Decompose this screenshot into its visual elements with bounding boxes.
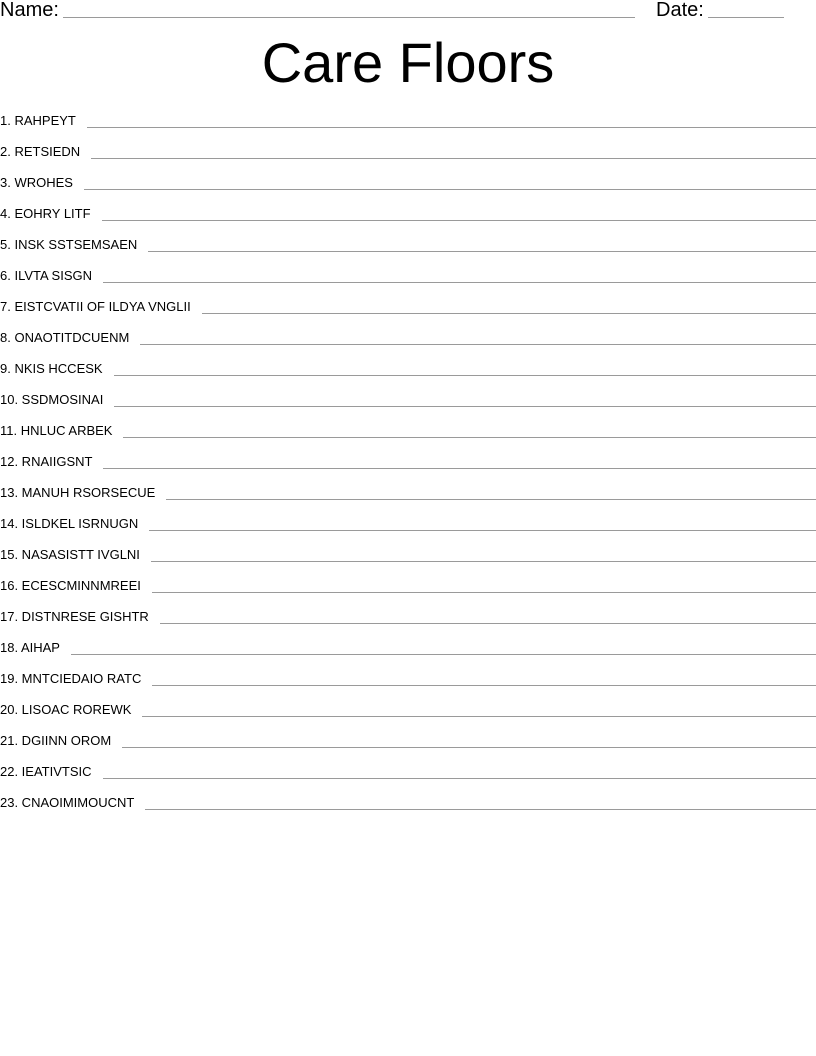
answer-line[interactable] [114, 392, 816, 407]
answer-line[interactable] [152, 671, 816, 686]
answer-line[interactable] [149, 516, 816, 531]
word-list [0, 113, 816, 826]
word-item [0, 609, 816, 640]
answer-line[interactable] [202, 299, 816, 314]
word-item [0, 733, 816, 764]
word-item [0, 206, 816, 237]
word-item [0, 144, 816, 175]
name-write-line[interactable] [63, 17, 635, 18]
date-write-line[interactable] [708, 17, 784, 18]
scrambled-word: 4. EOHRY LITF [0, 206, 91, 221]
answer-line[interactable] [103, 764, 816, 779]
word-item [0, 237, 816, 268]
word-item [0, 578, 816, 609]
word-item [0, 485, 816, 516]
scrambled-word: 14. ISLDKEL ISRNUGN [0, 516, 139, 531]
answer-line[interactable] [160, 609, 816, 624]
answer-line[interactable] [152, 578, 816, 593]
scrambled-word: 6. ILVTA SISGN [0, 268, 92, 283]
word-item [0, 671, 816, 702]
answer-line[interactable] [114, 361, 816, 376]
scrambled-word: 19. MNTCIEDAIO RATC [0, 671, 142, 686]
word-item [0, 268, 816, 299]
answer-line[interactable] [102, 206, 816, 221]
answer-line[interactable] [71, 640, 816, 655]
answer-line[interactable] [151, 547, 816, 562]
answer-line[interactable] [91, 144, 816, 159]
word-item [0, 795, 816, 826]
word-item [0, 702, 816, 733]
scrambled-word: 9. NKIS HCCESK [0, 361, 103, 376]
word-item [0, 423, 816, 454]
answer-line[interactable] [148, 237, 816, 252]
word-item [0, 764, 816, 795]
header-row [0, 0, 816, 22]
scrambled-word: 21. DGIINN OROM [0, 733, 112, 748]
answer-line[interactable] [166, 485, 816, 500]
scrambled-word: 3. WROHES [0, 175, 73, 190]
scrambled-word: 2. RETSIEDN [0, 144, 81, 159]
word-item [0, 175, 816, 206]
word-item [0, 113, 816, 144]
scrambled-word: 1. RAHPEYT [0, 113, 76, 128]
answer-line[interactable] [84, 175, 816, 190]
word-item [0, 299, 816, 330]
date-label: Date: [656, 0, 704, 21]
answer-line[interactable] [123, 423, 816, 438]
word-item [0, 640, 816, 671]
word-item [0, 392, 816, 423]
scrambled-word: 22. IEATIVTSIC [0, 764, 92, 779]
scrambled-word: 8. ONAOTITDCUENM [0, 330, 130, 345]
scrambled-word: 10. SSDMOSINAI [0, 392, 104, 407]
scrambled-word: 15. NASASISTT IVGLNI [0, 547, 140, 562]
answer-line[interactable] [103, 268, 816, 283]
scrambled-word: 13. MANUH RSORSECUE [0, 485, 156, 500]
scrambled-word: 20. LISOAC ROREWK [0, 702, 132, 717]
scrambled-word: 7. EISTCVATII OF ILDYA VNGLII [0, 299, 191, 314]
scrambled-word: 18. AIHAP [0, 640, 60, 655]
name-label: Name: [0, 0, 59, 21]
word-item [0, 361, 816, 392]
word-item [0, 454, 816, 485]
scrambled-word: 5. INSK SSTSEMSAEN [0, 237, 138, 252]
answer-line[interactable] [103, 454, 816, 469]
answer-line[interactable] [145, 795, 816, 810]
scrambled-word: 23. CNAOIMIMOUCNT [0, 795, 135, 810]
scrambled-word: 16. ECESCMINNMREEI [0, 578, 141, 593]
answer-line[interactable] [142, 702, 816, 717]
scrambled-word: 17. DISTNRESE GISHTR [0, 609, 149, 624]
scrambled-word: 11. HNLUC ARBEK [0, 423, 113, 438]
answer-line[interactable] [122, 733, 816, 748]
answer-line[interactable] [140, 330, 816, 345]
word-item [0, 547, 816, 578]
word-item [0, 516, 816, 547]
page-title: Care Floors [261, 31, 555, 94]
answer-line[interactable] [87, 113, 816, 128]
scrambled-word: 12. RNAIIGSNT [0, 454, 93, 469]
word-item [0, 330, 816, 361]
